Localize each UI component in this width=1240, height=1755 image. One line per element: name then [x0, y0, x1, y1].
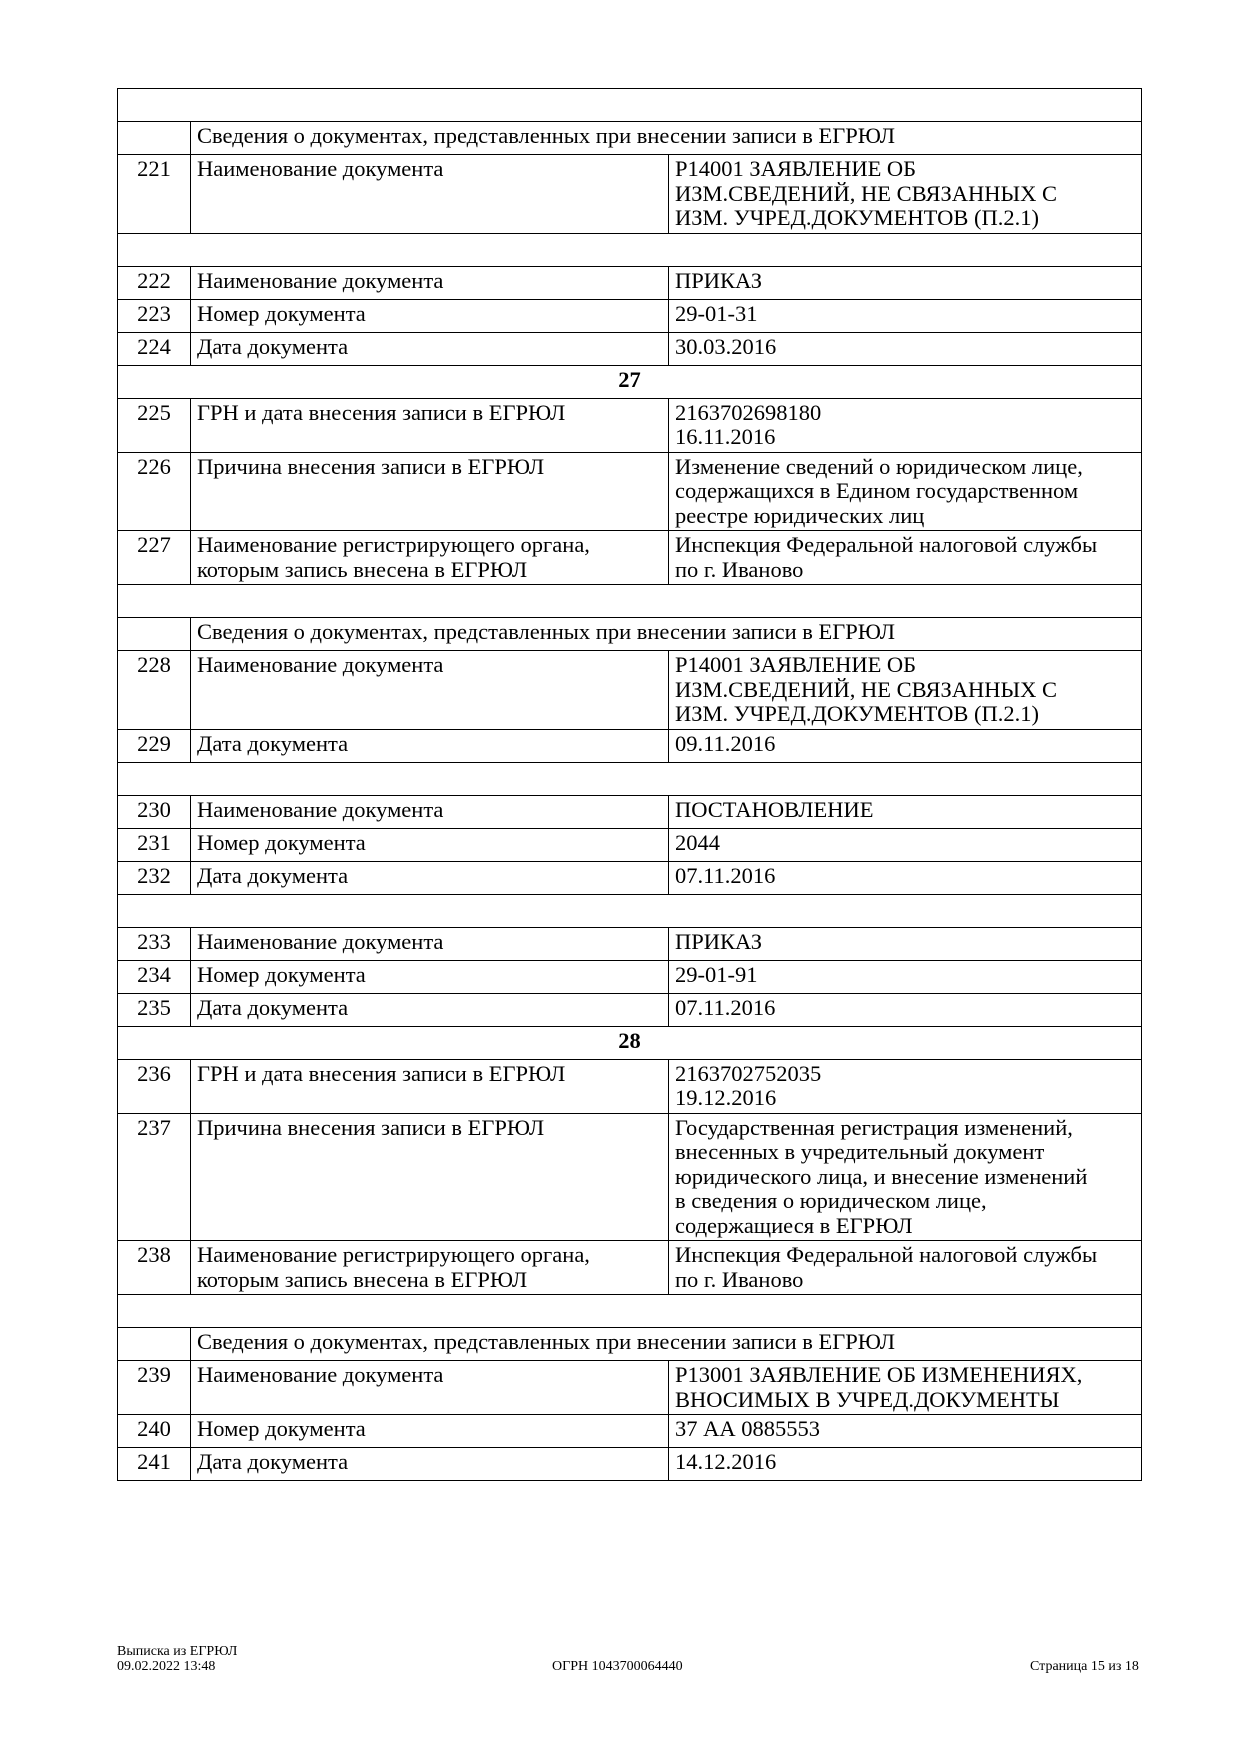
row-value: ПОСТАНОВЛЕНИЕ: [669, 795, 1142, 828]
row-number: 241: [118, 1448, 191, 1481]
row-label: Причина внесения записи в ЕГРЮЛ: [191, 452, 669, 531]
row-number: 227: [118, 531, 191, 585]
table-row: [118, 332, 1142, 365]
row-number: 232: [118, 861, 191, 894]
row-number: 225: [118, 398, 191, 452]
table-row: [118, 1113, 1142, 1241]
table-row: [118, 155, 1142, 234]
row-number: 240: [118, 1415, 191, 1448]
row-value: 29-01-31: [669, 299, 1142, 332]
row-number: 229: [118, 729, 191, 762]
row-number: 235: [118, 993, 191, 1026]
table-row: [118, 795, 1142, 828]
row-number: 228: [118, 651, 191, 730]
row-value: Р13001 ЗАЯВЛЕНИЕ ОБ ИЗМЕНЕНИЯХ, ВНОСИМЫХ В УЧРЕД.ДОКУМЕНТЫ: [669, 1361, 1142, 1415]
empty-num-cell: [118, 618, 191, 651]
row-value: 07.11.2016: [669, 861, 1142, 894]
row-label: Дата документа: [191, 332, 669, 365]
row-label: Дата документа: [191, 861, 669, 894]
section-row: [118, 1026, 1142, 1059]
table-row: [118, 828, 1142, 861]
row-label: Наименование регистрирующего органа, которым запись внесена в ЕГРЮЛ: [191, 1241, 669, 1295]
table-row: [118, 993, 1142, 1026]
blank-cell: [118, 1295, 1142, 1328]
row-number: 237: [118, 1113, 191, 1241]
table-row: [118, 960, 1142, 993]
table-row: [118, 1448, 1142, 1481]
documents-header-text: Сведения о документах, представленных при внесении записи в ЕГРЮЛ: [191, 1328, 1142, 1361]
table-row: [118, 927, 1142, 960]
footer-doc-name: Выписка из ЕГРЮЛ: [117, 1644, 238, 1659]
row-label: Наименование документа: [191, 266, 669, 299]
documents-header-row: [118, 122, 1142, 155]
row-number: 239: [118, 1361, 191, 1415]
row-value: 09.11.2016: [669, 729, 1142, 762]
row-value: Р14001 ЗАЯВЛЕНИЕ ОБ ИЗМ.СВЕДЕНИЙ, НЕ СВЯЗАННЫХ С ИЗМ. УЧРЕД.ДОКУМЕНТОВ (П.2.1): [669, 651, 1142, 730]
table-row: [118, 531, 1142, 585]
blank-row: [118, 233, 1142, 266]
table-row: [118, 1059, 1142, 1113]
row-label: Причина внесения записи в ЕГРЮЛ: [191, 1113, 669, 1241]
row-number: 238: [118, 1241, 191, 1295]
row-label: Наименование документа: [191, 1361, 669, 1415]
blank-cell: [118, 89, 1142, 122]
row-value: Р14001 ЗАЯВЛЕНИЕ ОБ ИЗМ.СВЕДЕНИЙ, НЕ СВЯЗАННЫХ С ИЗМ. УЧРЕД.ДОКУМЕНТОВ (П.2.1): [669, 155, 1142, 234]
row-value: 2163702752035 19.12.2016: [669, 1059, 1142, 1113]
footer-datetime: 09.02.2022 13:48: [117, 1659, 216, 1674]
table-row: [118, 861, 1142, 894]
row-label: Наименование документа: [191, 927, 669, 960]
row-value: Государственная регистрация изменений, внесенных в учредительный документ юридического лица, и внесение изменений в сведения о юридическом лице, содержащиеся в ЕГРЮЛ: [669, 1113, 1142, 1241]
row-label: Номер документа: [191, 1415, 669, 1448]
row-value: 2044: [669, 828, 1142, 861]
footer-ogrn: ОГРН 1043700064440: [552, 1659, 683, 1674]
table-row: [118, 1361, 1142, 1415]
row-label: Номер документа: [191, 828, 669, 861]
documents-header-row: [118, 1328, 1142, 1361]
table-row: [118, 398, 1142, 452]
row-number: 222: [118, 266, 191, 299]
blank-row: [118, 894, 1142, 927]
section-number: 27: [118, 365, 1142, 398]
blank-row: [118, 585, 1142, 618]
blank-row: [118, 89, 1142, 122]
blank-row: [118, 762, 1142, 795]
row-value: Инспекция Федеральной налоговой службы по г. Иваново: [669, 531, 1142, 585]
row-value: ПРИКАЗ: [669, 927, 1142, 960]
blank-cell: [118, 894, 1142, 927]
row-value: Инспекция Федеральной налоговой службы по г. Иваново: [669, 1241, 1142, 1295]
row-value: 29-01-91: [669, 960, 1142, 993]
row-value: 2163702698180 16.11.2016: [669, 398, 1142, 452]
documents-header-text: Сведения о документах, представленных при внесении записи в ЕГРЮЛ: [191, 618, 1142, 651]
row-value: 37 АА 0885553: [669, 1415, 1142, 1448]
footer-left: [117, 1644, 237, 1674]
table-row: [118, 299, 1142, 332]
row-value: 14.12.2016: [669, 1448, 1142, 1481]
row-value: 07.11.2016: [669, 993, 1142, 1026]
empty-num-cell: [118, 1328, 191, 1361]
table-row: [118, 1415, 1142, 1448]
row-value: 30.03.2016: [669, 332, 1142, 365]
row-number: 230: [118, 795, 191, 828]
row-label: Дата документа: [191, 993, 669, 1026]
row-number: 234: [118, 960, 191, 993]
blank-cell: [118, 233, 1142, 266]
documents-header-text: Сведения о документах, представленных при внесении записи в ЕГРЮЛ: [191, 122, 1142, 155]
row-label: Номер документа: [191, 960, 669, 993]
blank-cell: [118, 762, 1142, 795]
table-row: [118, 1241, 1142, 1295]
blank-cell: [118, 585, 1142, 618]
table-row: [118, 266, 1142, 299]
row-label: Наименование регистрирующего органа, которым запись внесена в ЕГРЮЛ: [191, 531, 669, 585]
row-label: Наименование документа: [191, 155, 669, 234]
table-row: [118, 729, 1142, 762]
row-value: Изменение сведений о юридическом лице, содержащихся в Едином государственном реестре юридических лиц: [669, 452, 1142, 531]
empty-num-cell: [118, 122, 191, 155]
row-number: 226: [118, 452, 191, 531]
row-label: ГРН и дата внесения записи в ЕГРЮЛ: [191, 1059, 669, 1113]
table-body: [118, 89, 1142, 1481]
row-label: Дата документа: [191, 729, 669, 762]
documents-header-row: [118, 618, 1142, 651]
row-label: Номер документа: [191, 299, 669, 332]
row-number: 233: [118, 927, 191, 960]
row-number: 231: [118, 828, 191, 861]
table-row: [118, 651, 1142, 730]
row-label: Наименование документа: [191, 651, 669, 730]
row-number: 221: [118, 155, 191, 234]
row-label: Наименование документа: [191, 795, 669, 828]
row-label: ГРН и дата внесения записи в ЕГРЮЛ: [191, 398, 669, 452]
row-number: 224: [118, 332, 191, 365]
row-label: Дата документа: [191, 1448, 669, 1481]
section-number: 28: [118, 1026, 1142, 1059]
row-number: 223: [118, 299, 191, 332]
table-row: [118, 452, 1142, 531]
blank-row: [118, 1295, 1142, 1328]
footer-page-number: Страница 15 из 18: [1030, 1659, 1139, 1674]
row-number: 236: [118, 1059, 191, 1113]
section-row: [118, 365, 1142, 398]
egrul-extract-table: [117, 88, 1142, 1481]
row-value: ПРИКАЗ: [669, 266, 1142, 299]
